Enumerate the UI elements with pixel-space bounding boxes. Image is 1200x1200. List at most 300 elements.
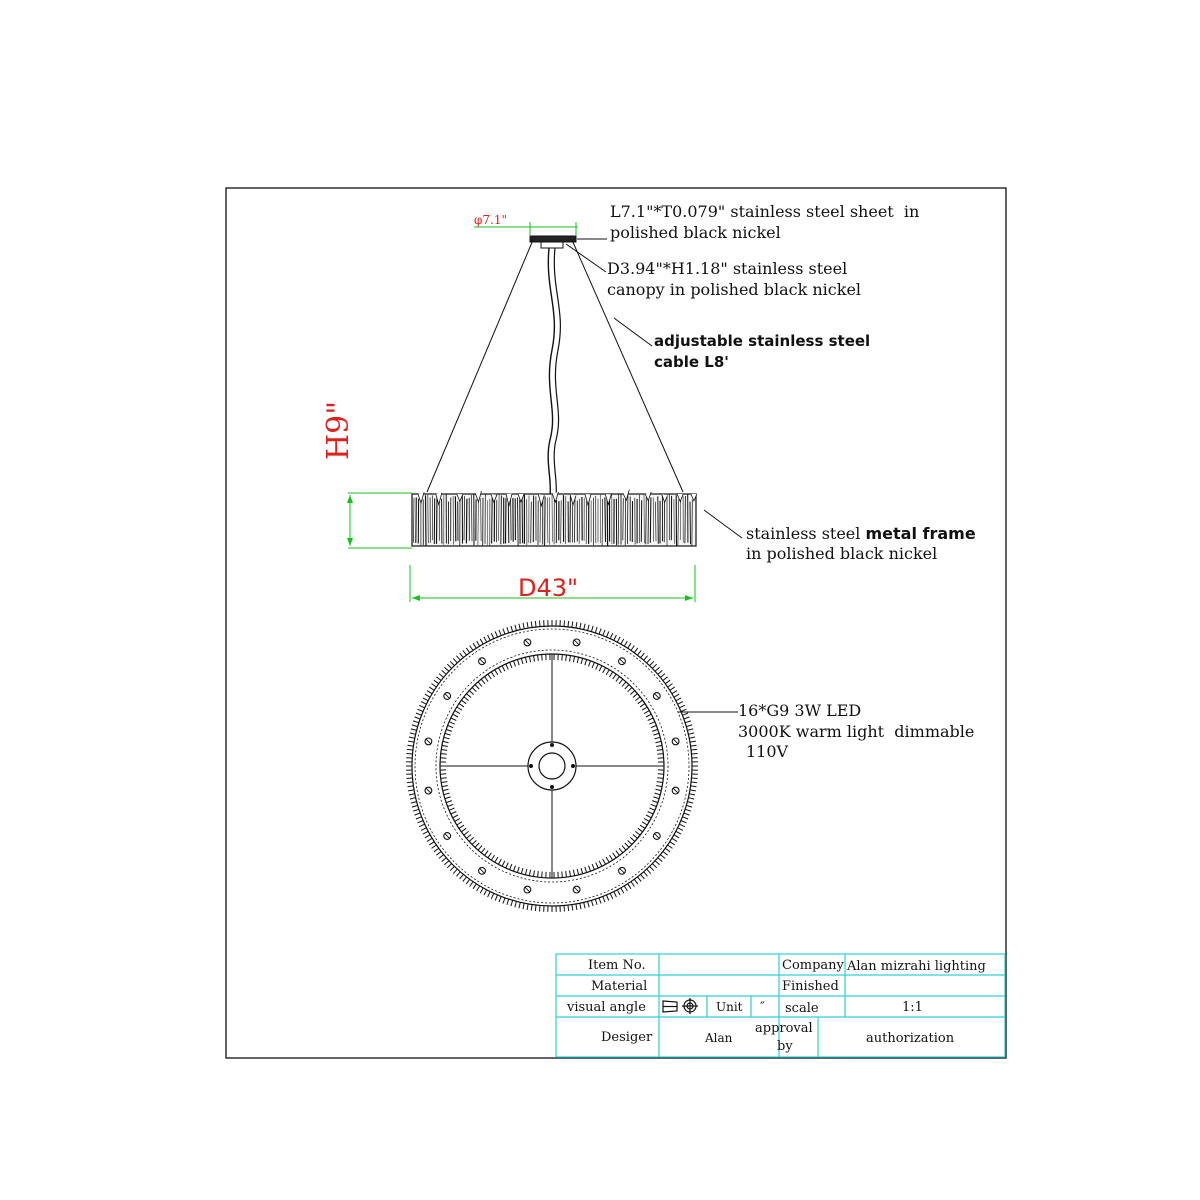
crystal-tooth bbox=[498, 859, 501, 864]
crystal-tooth bbox=[456, 656, 460, 661]
crystal-tooth bbox=[655, 667, 660, 671]
crystal-tooth bbox=[463, 877, 467, 882]
authorization-label: authorization bbox=[866, 1031, 955, 1046]
crystal-tooth bbox=[472, 688, 476, 692]
crystal-tooth bbox=[444, 667, 449, 671]
crystal-tooth bbox=[635, 831, 640, 835]
crystal-tooth bbox=[461, 700, 466, 704]
crystal-tooth bbox=[538, 655, 539, 661]
crystal-tooth bbox=[466, 648, 470, 653]
crystal-tooth bbox=[681, 709, 687, 711]
crystal-tooth bbox=[653, 733, 659, 735]
crystal-tooth bbox=[511, 626, 513, 632]
crystal-tooth bbox=[455, 711, 460, 714]
crystal-tooth bbox=[686, 725, 692, 727]
crystal-tooth bbox=[691, 745, 697, 746]
crystal-tooth bbox=[467, 694, 472, 698]
crystal-tooth bbox=[429, 687, 434, 690]
crystal-tooth bbox=[610, 633, 613, 639]
crystal-tooth bbox=[644, 711, 649, 714]
crystal-tooth bbox=[562, 655, 563, 661]
crystal-tooth bbox=[625, 685, 629, 689]
crystal-tooth bbox=[607, 632, 609, 638]
crystal-tooth bbox=[469, 837, 474, 841]
crystal-tooth bbox=[595, 627, 597, 633]
crystal-tooth bbox=[610, 855, 613, 860]
company-value: Alan mizrahi lighting bbox=[847, 959, 986, 974]
crystal-tooth bbox=[679, 824, 685, 827]
crystal-tooth bbox=[591, 900, 593, 906]
led-bulb bbox=[653, 833, 660, 840]
crystal-tooth bbox=[655, 861, 660, 865]
crystal-tooth bbox=[572, 905, 573, 911]
crystal-tooth bbox=[510, 662, 512, 668]
crystal-tooth bbox=[484, 890, 487, 895]
crystal-tooth bbox=[652, 664, 656, 668]
finished-label: Finished bbox=[782, 979, 839, 994]
crystal-tooth bbox=[457, 707, 462, 710]
crystal-tooth bbox=[485, 851, 489, 856]
crystal-tooth bbox=[488, 892, 491, 897]
crystal-tooth bbox=[506, 664, 509, 669]
crystal-stripe bbox=[618, 494, 619, 544]
crystal-tooth bbox=[606, 670, 609, 675]
crystal-tooth bbox=[678, 828, 683, 831]
crystal-stripe bbox=[511, 498, 512, 541]
crystal-stripe bbox=[648, 500, 649, 544]
crystal-tooth bbox=[634, 648, 638, 653]
crystal-tooth bbox=[456, 872, 460, 877]
crystal-tooth bbox=[480, 639, 483, 644]
crystal-tooth bbox=[689, 794, 695, 795]
crystal-tooth bbox=[658, 670, 663, 674]
crystal-tooth bbox=[613, 674, 616, 679]
crystal-tooth bbox=[619, 679, 623, 684]
crystal-tooth bbox=[652, 729, 658, 731]
crystal-tooth bbox=[584, 902, 585, 908]
crystal-tooth bbox=[646, 714, 651, 717]
crystal-tooth bbox=[672, 838, 677, 841]
crystal-tooth bbox=[658, 858, 663, 862]
crystal-tooth bbox=[455, 818, 460, 821]
crystal-tooth bbox=[491, 855, 494, 860]
crystal-tooth bbox=[564, 621, 565, 627]
crystal-tooth bbox=[687, 802, 693, 804]
crystal-tooth bbox=[633, 694, 638, 698]
crystal-tooth bbox=[540, 621, 541, 627]
crystal-tooth bbox=[589, 866, 591, 872]
crystal-tooth bbox=[407, 778, 413, 779]
crystal-tooth bbox=[511, 900, 513, 906]
crystal-stripe bbox=[575, 499, 576, 543]
crystal-tooth bbox=[419, 705, 425, 708]
crystal-tooth bbox=[515, 625, 517, 631]
crystal-tooth bbox=[451, 812, 457, 815]
crystal-tooth bbox=[621, 888, 624, 893]
crystal-tooth bbox=[442, 858, 447, 862]
crystal-tooth bbox=[603, 668, 606, 673]
crystal-tooth bbox=[440, 774, 446, 775]
crystal-tooth bbox=[425, 835, 430, 838]
crystal-tooth bbox=[415, 813, 421, 815]
crystal-stripe bbox=[466, 499, 467, 544]
crystal-tooth bbox=[652, 864, 656, 868]
crystal-tooth bbox=[459, 825, 464, 828]
crystal-tooth bbox=[688, 798, 694, 799]
led-note-line2: 3000K warm light dimmable bbox=[738, 722, 975, 741]
crystal-tooth bbox=[591, 626, 593, 632]
crystal-tooth bbox=[441, 778, 447, 779]
crystal-tooth bbox=[498, 668, 501, 673]
scale-label: scale bbox=[785, 1001, 819, 1016]
crystal-tooth bbox=[499, 897, 501, 903]
crystal-tooth bbox=[613, 853, 616, 858]
crystal-tooth bbox=[408, 790, 414, 791]
led-bulb bbox=[672, 738, 679, 745]
crystal-tooth bbox=[481, 848, 485, 853]
crystal-tooth bbox=[408, 745, 414, 746]
power-cord bbox=[548, 248, 554, 495]
crystal-tooth bbox=[652, 801, 658, 803]
sheet-note-line2: polished black nickel bbox=[610, 223, 781, 242]
crystal-tooth bbox=[599, 629, 601, 635]
crystal-tooth bbox=[525, 869, 526, 875]
crystal-tooth bbox=[603, 897, 605, 903]
crystal-tooth bbox=[470, 882, 473, 887]
crystal-tooth bbox=[411, 802, 417, 804]
crystal-tooth bbox=[649, 722, 655, 724]
crystal-tooth bbox=[463, 650, 467, 655]
crystal-tooth bbox=[412, 725, 418, 727]
crystal-tooth bbox=[436, 852, 441, 856]
led-bulb bbox=[425, 738, 432, 745]
crystal-tooth bbox=[566, 871, 567, 877]
crystal-tooth bbox=[681, 821, 687, 823]
crystal-tooth bbox=[495, 857, 498, 862]
crystal-tooth bbox=[660, 674, 665, 678]
frame-note-line1: stainless steel metal frame bbox=[746, 524, 976, 543]
crystal-tooth bbox=[467, 835, 472, 839]
crystal-tooth bbox=[588, 625, 590, 631]
canopy-note-line1: D3.94"*H1.18" stainless steel bbox=[607, 259, 848, 278]
crystal-tooth bbox=[441, 754, 447, 755]
crystal-tooth bbox=[473, 643, 476, 648]
crystal-tooth bbox=[655, 737, 661, 739]
crystal-tooth bbox=[470, 646, 473, 651]
crystal-tooth bbox=[691, 786, 697, 787]
crystal-tooth bbox=[663, 852, 668, 856]
crystal-tooth bbox=[446, 729, 452, 731]
crystal-tooth bbox=[491, 633, 494, 639]
crystal-tooth bbox=[418, 821, 424, 823]
crystal-tooth bbox=[531, 905, 532, 911]
crystal-tooth bbox=[691, 749, 697, 750]
crystal-tooth bbox=[581, 868, 583, 874]
led-bulb bbox=[479, 658, 486, 665]
crystal-tooth bbox=[650, 661, 654, 665]
led-note-line1: 16*G9 3W LED bbox=[738, 701, 862, 720]
approval-line1: approval bbox=[755, 1021, 813, 1036]
crystal-tooth bbox=[419, 824, 425, 827]
crystal-tooth bbox=[525, 657, 526, 663]
crystal-tooth bbox=[499, 630, 501, 636]
crystal-tooth bbox=[691, 782, 697, 783]
led-bulb bbox=[444, 833, 451, 840]
item-no-label: Item No. bbox=[588, 958, 646, 973]
crystal-tooth bbox=[592, 864, 594, 870]
crystal-tooth bbox=[692, 778, 698, 779]
crystal-tooth bbox=[656, 745, 662, 746]
crystal-tooth bbox=[562, 872, 563, 878]
crystal-tooth bbox=[644, 872, 648, 877]
led-bulb bbox=[619, 867, 626, 874]
diameter-label: D43" bbox=[518, 574, 579, 602]
crystal-tooth bbox=[472, 840, 476, 844]
crystal-tooth bbox=[534, 871, 535, 877]
crystal-tooth bbox=[599, 898, 601, 904]
led-bulb bbox=[653, 693, 660, 700]
height-label: H9" bbox=[321, 400, 356, 460]
crystal-tooth bbox=[443, 789, 449, 790]
crystal-tooth bbox=[535, 905, 536, 911]
crystal-tooth bbox=[450, 866, 454, 870]
crystal-tooth bbox=[466, 879, 470, 884]
led-bulb bbox=[444, 693, 451, 700]
sheet-border bbox=[226, 188, 1006, 1058]
crystal-tooth bbox=[577, 657, 578, 663]
crystal-tooth bbox=[665, 680, 670, 684]
crystal-tooth bbox=[676, 831, 681, 834]
approval-line2: by bbox=[777, 1039, 793, 1054]
crystal-tooth bbox=[663, 677, 668, 681]
crystal-tooth bbox=[427, 838, 432, 841]
crystal-stripe bbox=[658, 496, 659, 543]
top-view bbox=[406, 620, 738, 912]
crystal-tooth bbox=[603, 859, 606, 864]
crystal-stripe bbox=[416, 498, 417, 544]
crystal-tooth bbox=[413, 721, 419, 723]
frame-note-line2: in polished black nickel bbox=[746, 544, 938, 563]
crystal-tooth bbox=[657, 782, 663, 783]
crystal-tooth bbox=[407, 749, 413, 750]
crystal-tooth bbox=[421, 702, 426, 705]
crystal-tooth bbox=[415, 717, 421, 719]
crystal-tooth bbox=[491, 893, 494, 899]
crystal-tooth bbox=[477, 641, 480, 646]
crystal-tooth bbox=[570, 871, 571, 877]
crystal-tooth bbox=[616, 851, 620, 856]
crystal-tooth bbox=[596, 863, 599, 868]
crystal-tooth bbox=[502, 666, 505, 671]
crystal-tooth bbox=[638, 828, 643, 832]
crystal-tooth bbox=[531, 622, 532, 628]
crystal-tooth bbox=[648, 812, 654, 815]
crystal-tooth bbox=[688, 733, 694, 734]
crystal-tooth bbox=[442, 786, 448, 787]
crystal-tooth bbox=[495, 895, 497, 901]
cable-note-line1: adjustable stainless steel bbox=[654, 332, 871, 350]
crystal-tooth bbox=[631, 882, 634, 887]
crystal-tooth bbox=[642, 707, 647, 710]
crystal-tooth bbox=[649, 808, 655, 810]
crystal-tooth bbox=[506, 863, 509, 868]
crystal-tooth bbox=[480, 888, 483, 893]
suspension-cable-left bbox=[427, 240, 533, 492]
crystal-tooth bbox=[676, 698, 681, 701]
crystal-tooth bbox=[683, 817, 689, 819]
crystal-tooth bbox=[441, 782, 447, 783]
crystal-tooth bbox=[576, 904, 577, 910]
crystal-stripe bbox=[426, 495, 427, 545]
crystal-tooth bbox=[461, 828, 466, 832]
designer-label: Desiger bbox=[601, 1030, 653, 1045]
crystal-stripe bbox=[650, 498, 651, 543]
unit-label: Unit bbox=[716, 1000, 743, 1014]
crystal-tooth bbox=[647, 658, 651, 663]
crystal-tooth bbox=[477, 886, 480, 891]
crystal-tooth bbox=[648, 718, 654, 721]
crystal-tooth bbox=[448, 804, 454, 806]
crystal-tooth bbox=[460, 653, 464, 658]
crystal-tooth bbox=[444, 861, 449, 865]
crystal-tooth bbox=[488, 853, 491, 858]
crystal-tooth bbox=[453, 658, 457, 663]
crystal-tooth bbox=[670, 687, 675, 690]
visual-angle-label: visual angle bbox=[567, 1000, 646, 1015]
crystal-tooth bbox=[503, 898, 505, 904]
crystal-tooth bbox=[687, 729, 693, 731]
crystal-tooth bbox=[412, 805, 418, 807]
crystal-tooth bbox=[534, 656, 535, 662]
crystal-tooth bbox=[657, 778, 663, 779]
crystal-tooth bbox=[690, 741, 696, 742]
crystal-tooth bbox=[622, 846, 626, 851]
crystal-tooth bbox=[538, 871, 539, 877]
crystal-tooth bbox=[589, 661, 591, 667]
crystal-tooth bbox=[640, 704, 645, 707]
crystal-tooth bbox=[580, 903, 581, 909]
crystal-tooth bbox=[668, 684, 673, 687]
crystal-tooth bbox=[409, 794, 415, 795]
crystal-tooth bbox=[451, 718, 457, 721]
crystal-tooth bbox=[441, 750, 447, 751]
crystal-tooth bbox=[585, 660, 587, 666]
crystal-tooth bbox=[607, 895, 609, 901]
crystal-tooth bbox=[641, 653, 645, 658]
crystal-tooth bbox=[628, 884, 631, 889]
crystal-tooth bbox=[447, 664, 451, 668]
crystal-stripe bbox=[545, 497, 546, 546]
crystal-tooth bbox=[519, 624, 520, 630]
crystal-tooth bbox=[606, 857, 609, 862]
crystal-stripe bbox=[605, 498, 606, 543]
crystal-tooth bbox=[423, 831, 428, 834]
crystal-tooth bbox=[658, 758, 664, 759]
led-bulb bbox=[672, 787, 679, 794]
crystal-tooth bbox=[484, 637, 487, 642]
crystal-stripe bbox=[685, 496, 686, 543]
crystal-tooth bbox=[580, 623, 581, 629]
crystal-tooth bbox=[535, 621, 536, 627]
crystal-tooth bbox=[453, 815, 458, 818]
crystal-tooth bbox=[581, 658, 583, 664]
crystal-tooth bbox=[588, 901, 590, 907]
led-bulb bbox=[425, 787, 432, 794]
crystal-tooth bbox=[625, 843, 629, 847]
crystal-tooth bbox=[464, 697, 469, 701]
crystal-tooth bbox=[445, 733, 451, 735]
crystal-tooth bbox=[633, 835, 638, 839]
crystal-tooth bbox=[473, 884, 476, 889]
led-note-line3: 110V bbox=[746, 742, 789, 761]
crystal-tooth bbox=[408, 741, 414, 742]
crystal-tooth bbox=[449, 722, 455, 724]
crystal-tooth bbox=[592, 662, 594, 668]
crystal-tooth bbox=[617, 890, 620, 895]
crystal-tooth bbox=[621, 639, 624, 644]
crystal-tooth bbox=[610, 672, 613, 677]
crystal-tooth bbox=[427, 691, 432, 694]
crystal-tooth bbox=[631, 646, 634, 651]
material-label: Material bbox=[591, 979, 648, 994]
crystal-tooth bbox=[521, 658, 523, 664]
company-label: Company bbox=[782, 958, 844, 973]
crystal-tooth bbox=[564, 906, 565, 912]
crystal-tooth bbox=[619, 848, 623, 853]
crystal-tooth bbox=[444, 793, 450, 795]
crystal-tooth bbox=[610, 893, 613, 899]
crystal-tooth bbox=[638, 877, 642, 882]
crystal-tooth bbox=[517, 660, 519, 666]
crystal-tooth bbox=[425, 694, 430, 697]
crystal-tooth bbox=[642, 822, 647, 825]
crystal-tooth bbox=[622, 682, 626, 687]
crystal-stripe bbox=[518, 498, 519, 546]
crystal-tooth bbox=[436, 677, 441, 681]
crystal-tooth bbox=[672, 691, 677, 694]
led-bulb bbox=[619, 658, 626, 665]
crystal-tooth bbox=[653, 797, 659, 799]
sheet-note-line1: L7.1"*T0.079" stainless steel sheet in bbox=[610, 202, 920, 221]
crystal-tooth bbox=[444, 737, 450, 739]
crystal-tooth bbox=[634, 879, 638, 884]
crystal-tooth bbox=[488, 635, 491, 640]
crystal-tooth bbox=[450, 661, 454, 665]
crystal-tooth bbox=[442, 745, 448, 746]
crystal-tooth bbox=[656, 786, 662, 787]
crystal-tooth bbox=[572, 622, 573, 628]
crystal-tooth bbox=[507, 627, 509, 633]
crystal-tooth bbox=[614, 635, 617, 640]
crystal-tooth bbox=[464, 831, 469, 835]
crystal-tooth bbox=[460, 874, 464, 879]
crystal-tooth bbox=[617, 637, 620, 642]
canopy-width-label: φ7.1" bbox=[474, 213, 508, 227]
crystal-tooth bbox=[510, 864, 512, 870]
crystal-tooth bbox=[638, 650, 642, 655]
crystal-tooth bbox=[453, 869, 457, 874]
crystal-tooth bbox=[658, 774, 664, 775]
crystal-tooth bbox=[529, 656, 530, 662]
crystal-stripe bbox=[501, 496, 502, 545]
crystal-tooth bbox=[570, 656, 571, 662]
crystal-tooth bbox=[542, 655, 543, 661]
crystal-tooth bbox=[638, 700, 643, 704]
crystal-tooth bbox=[514, 866, 516, 872]
unit-value: ″ bbox=[760, 1000, 765, 1015]
crystal-tooth bbox=[577, 869, 578, 875]
crystal-tooth bbox=[674, 694, 679, 697]
